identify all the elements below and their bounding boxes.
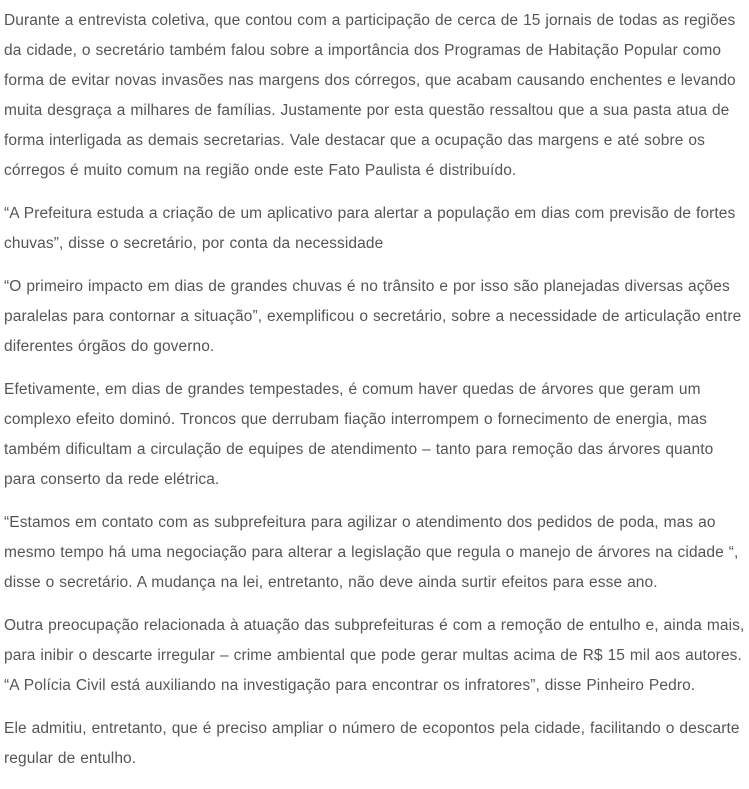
paragraph-line: “O primeiro impacto em dias de grandes chuvas é no trânsito e por isso são planejadas diversas ações <box>4 278 730 295</box>
paragraph-line: chuvas”, disse o secretário, por conta da necessidade <box>4 235 384 252</box>
paragraph-line: Outra preocupação relacionada à atuação das subprefeituras é com a remoção de entulho e, ainda mais, <box>4 617 745 634</box>
paragraph-line: Efetivamente, em dias de grandes tempestades, é comum haver quedas de árvores que geram um <box>4 381 701 398</box>
paragraph-line: para conserto da rede elétrica. <box>4 471 220 488</box>
paragraph-line: forma interligada as demais secretarias. Vale destacar que a ocupação das margens e até sobre os <box>4 132 705 149</box>
paragraph-line: disse o secretário. A mudança na lei, entretanto, não deve ainda surtir efeitos para esse ano. <box>4 574 658 591</box>
paragraph-line: “Estamos em contato com as subprefeitura para agilizar o atendimento dos pedidos de poda, mas ao <box>4 514 716 531</box>
paragraph-line: regular de entulho. <box>4 750 137 767</box>
paragraph-line: complexo efeito dominó. Troncos que derrubam fiação interrompem o fornecimento de energia, mas <box>4 411 707 428</box>
paragraph-line: paralelas para contornar a situação”, exemplificou o secretário, sobre a necessidade de articulação entre <box>4 308 742 325</box>
paragraph-ecopoints <box>4 714 749 774</box>
paragraph-line: muita desgraça a milhares de famílias. Justamente por esta questão ressaltou que a sua pasta atua de <box>4 102 730 119</box>
paragraph-fallen-trees <box>4 375 749 495</box>
paragraph-line: forma de evitar novas invasões nas margens dos córregos, que acabam causando enchentes e levando <box>4 72 736 89</box>
paragraph-app-quote <box>4 199 749 259</box>
paragraph-line: Ele admitiu, entretanto, que é preciso ampliar o número de ecopontos pela cidade, facilitando o descarte <box>4 720 740 737</box>
paragraph-traffic-quote <box>4 272 749 362</box>
paragraph-press-conference <box>4 6 749 186</box>
paragraph-line: da cidade, o secretário também falou sobre a importância dos Programas de Habitação Popular como <box>4 42 722 59</box>
paragraph-line: para inibir o descarte irregular – crime ambiental que pode gerar multas acima de R$ 15 mil aos autores. <box>4 647 742 664</box>
paragraph-line: mesmo tempo há uma negociação para alterar a legislação que regula o manejo de árvores na cidade “, <box>4 544 739 561</box>
paragraph-pruning-quote <box>4 508 749 598</box>
paragraph-line: “A Prefeitura estuda a criação de um aplicativo para alertar a população em dias com previsão de fortes <box>4 205 736 222</box>
paragraph-line: “A Polícia Civil está auxiliando na investigação para encontrar os infratores”, disse Pinheiro Pedro. <box>4 677 696 694</box>
paragraph-debris-removal <box>4 611 749 701</box>
paragraph-line: também dificultam a circulação de equipes de atendimento – tanto para remoção das árvores quanto <box>4 441 714 458</box>
paragraph-line: diferentes órgãos do governo. <box>4 338 215 355</box>
paragraph-line: córregos é muito comum na região onde este Fato Paulista é distribuído. <box>4 162 517 179</box>
paragraph-line: Durante a entrevista coletiva, que contou com a participação de cerca de 15 jornais de todas as regiões <box>4 12 736 29</box>
